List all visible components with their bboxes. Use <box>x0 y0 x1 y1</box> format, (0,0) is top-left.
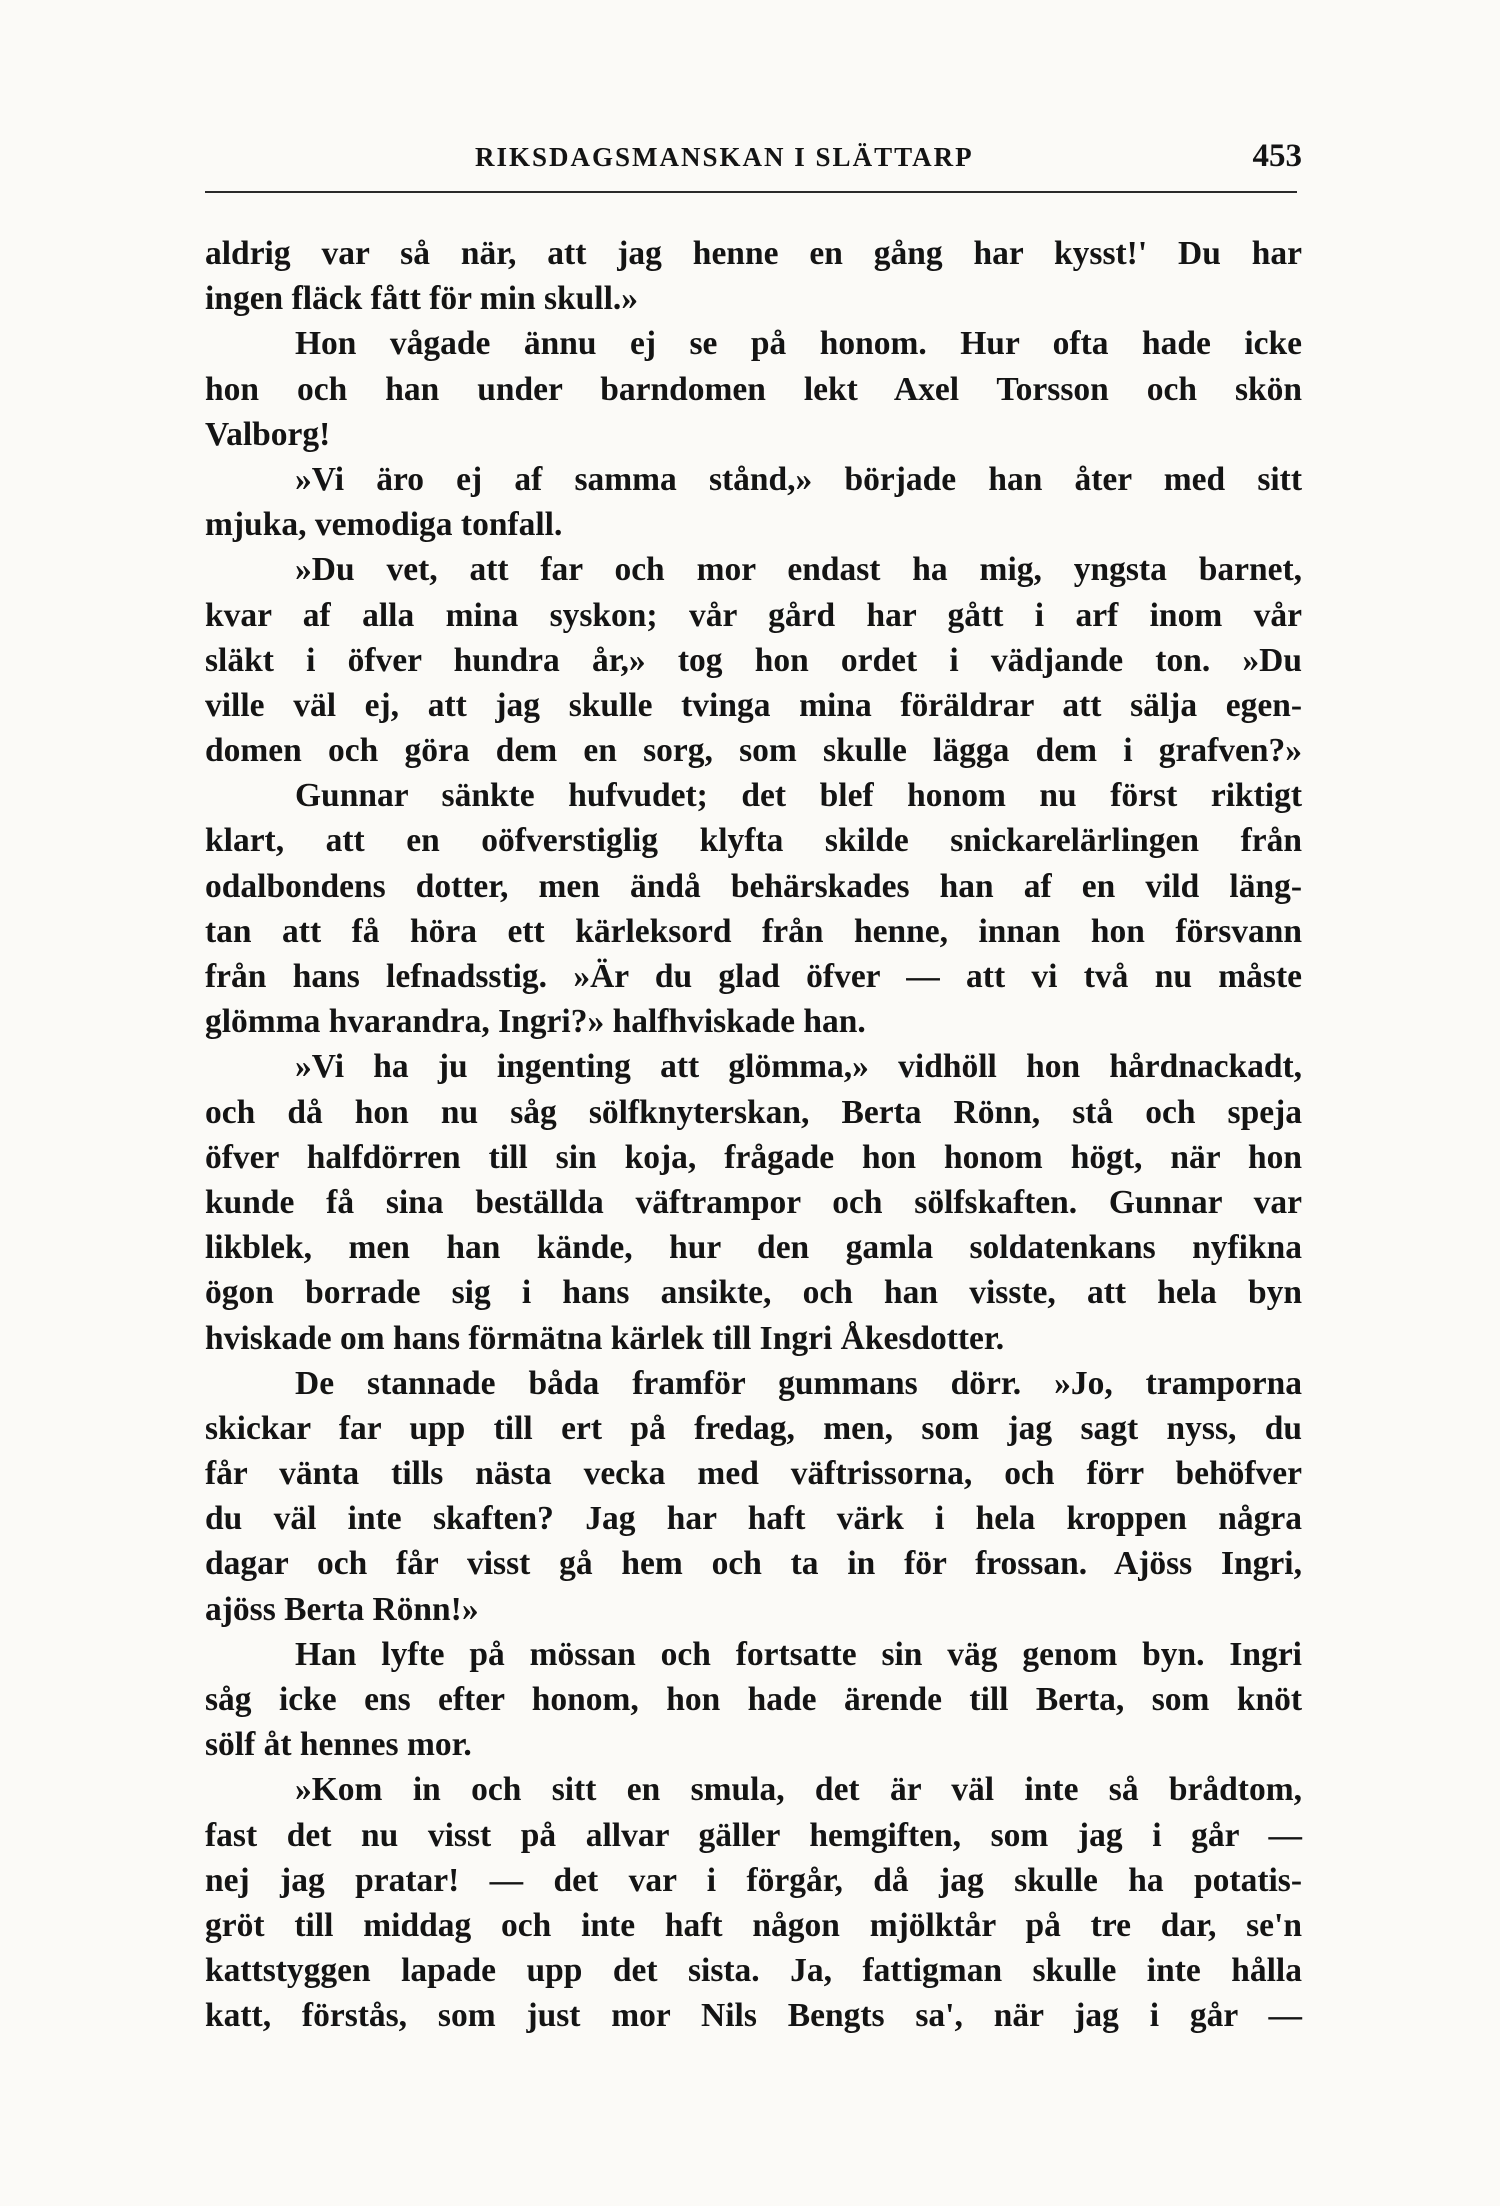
text-line: kvar af alla mina syskon; vår gård har gått i arf inom vår <box>205 596 1302 634</box>
text-line: odalbondens dotter, men ändå behärskades han af en vild läng- <box>205 867 1302 905</box>
text-line: Gunnar sänkte hufvudet; det blef honom nu först riktigt <box>295 777 1302 815</box>
text-line: De stannade båda framför gummans dörr. »Jo, tramporna <box>295 1364 1302 1402</box>
text-line: dagar och får visst gå hem och ta in för frossan. Ajöss Ingri, <box>205 1545 1302 1583</box>
body-text <box>205 231 1302 2039</box>
text-line: får vänta tills nästa vecka med väftrissorna, och förr behöfver <box>205 1455 1302 1493</box>
text-line: nej jag pratar! — det var i förgår, då jag skulle ha potatis- <box>205 1861 1302 1899</box>
text-line: ville väl ej, att jag skulle tvinga mina föräldrar att sälja egen- <box>205 686 1302 724</box>
text-line: mjuka, vemodiga tonfall. <box>205 506 563 544</box>
text-line: gröt till middag och inte haft någon mjölktår på tre dar, se'n <box>205 1906 1302 1944</box>
text-line: ingen fläck fått för min skull.» <box>205 280 639 318</box>
text-line: kunde få sina beställda väftrampor och sölfskaften. Gunnar var <box>205 1183 1302 1221</box>
text-line: ajöss Berta Rönn!» <box>205 1590 479 1628</box>
text-line: likblek, men han kände, hur den gamla soldatenkans nyfikna <box>205 1229 1302 1267</box>
text-line: tan att få höra ett kärleksord från henne, innan hon försvann <box>205 912 1302 950</box>
text-line: släkt i öfver hundra år,» tog hon ordet i vädjande ton. »Du <box>205 641 1302 679</box>
text-line: »Vi äro ej af samma stånd,» började han åter med sitt <box>295 460 1302 498</box>
header-rule <box>205 191 1297 193</box>
text-line: domen och göra dem en sorg, som skulle lägga dem i grafven?» <box>205 732 1302 770</box>
text-line: du väl inte skaften? Jag har haft värk i hela kroppen några <box>205 1500 1302 1538</box>
running-head <box>205 138 1302 186</box>
text-line: Han lyfte på mössan och fortsatte sin väg genom byn. Ingri <box>295 1635 1302 1673</box>
text-line: öfver halfdörren till sin koja, frågade hon honom högt, när hon <box>205 1138 1302 1176</box>
page-number: 453 <box>1252 138 1302 174</box>
text-line: klart, att en oöfverstiglig klyfta skilde snickarelärlingen från <box>205 822 1302 860</box>
text-line: fast det nu visst på allvar gäller hemgiften, som jag i går — <box>205 1816 1302 1854</box>
text-line: »Du vet, att far och mor endast ha mig, yngsta barnet, <box>295 551 1302 589</box>
text-line: skickar far upp till ert på fredag, men, som jag sagt nyss, du <box>205 1409 1302 1447</box>
text-line: glömma hvarandra, Ingri?» halfhviskade han. <box>205 1003 866 1041</box>
text-line: från hans lefnadsstig. »Är du glad öfver — att vi två nu måste <box>205 958 1302 995</box>
text-line: »Kom in och sitt en smula, det är väl inte så brådtom, <box>295 1771 1302 1809</box>
running-title: RIKSDAGSMANSKAN I SLÄTTARP <box>475 142 974 172</box>
text-line: såg icke ens efter honom, hon hade ärende till Berta, som knöt <box>205 1681 1302 1718</box>
text-line: och då hon nu såg sölfknyterskan, Berta Rönn, stå och speja <box>205 1093 1302 1131</box>
text-line: katt, förstås, som just mor Nils Bengts sa', när jag i går — <box>205 1997 1302 2035</box>
text-line: sölf åt hennes mor. <box>205 1726 472 1764</box>
text-line: Hon vågade ännu ej se på honom. Hur ofta hade icke <box>295 325 1302 363</box>
text-line: ögon borrade sig i hans ansikte, och han visste, att hela byn <box>205 1274 1302 1312</box>
text-line: hon och han under barndomen lekt Axel Torsson och skön <box>205 370 1302 408</box>
text-line: Valborg! <box>205 415 331 453</box>
text-line: »Vi ha ju ingenting att glömma,» vidhöll hon hårdnackadt, <box>295 1048 1302 1086</box>
text-line: hviskade om hans förmätna kärlek till Ingri Åkesdotter. <box>205 1319 1005 1357</box>
text-line: kattstyggen lapade upp det sista. Ja, fattigman skulle inte hålla <box>205 1952 1302 1990</box>
text-line: aldrig var så när, att jag henne en gång har kysst!' Du har <box>205 235 1302 272</box>
